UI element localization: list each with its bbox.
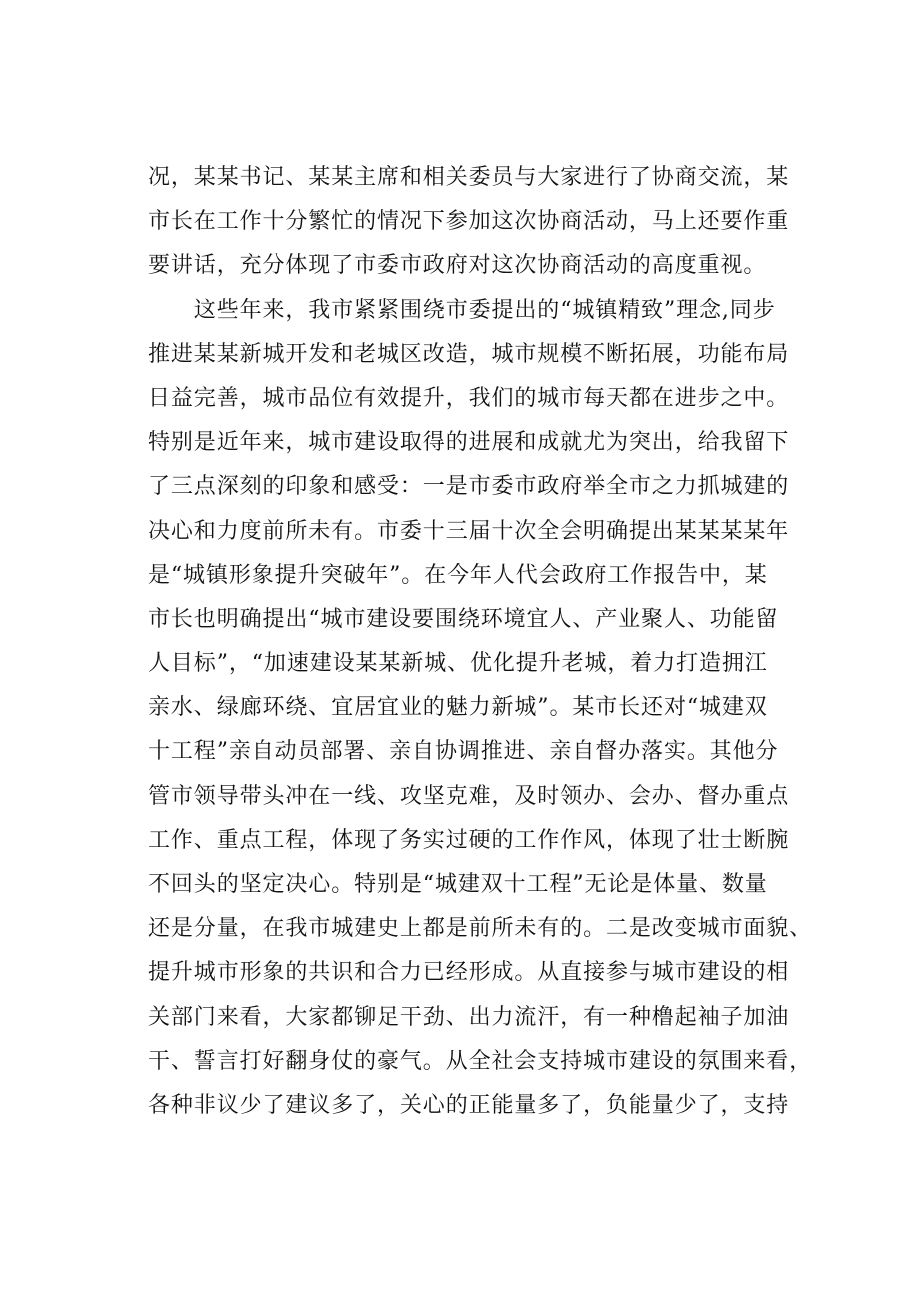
text-line: 人目标”，“加速建设某某新城、优化提升老城，着力打造拥江 xyxy=(148,651,768,677)
text-line: 亲水、绿廊环绕、宜居宜业的魅力新城”。某市长还对“城建双 xyxy=(148,695,768,721)
text-line: 管市领导带头冲在一线、攻坚克难，及时领办、会办、督办重点 xyxy=(148,783,790,809)
text-line: 市长也明确提出“城市建设要围绕环境宜人、产业聚人、功能留 xyxy=(148,606,779,632)
text-line: 推进某某新城开发和老城区改造，城市规模不断拓展，功能布局 xyxy=(148,341,790,367)
text-line: 各种非议少了建议多了，关心的正能量多了，负能量少了，支持 xyxy=(148,1092,790,1118)
paragraph-start-line: 这些年来，我市紧紧围绕市委提出的“城镇精致”理念,同步 xyxy=(148,297,776,323)
body-text xyxy=(148,156,813,1128)
text-line: 特别是近年来，城市建设取得的进展和成就尤为突出，给我留下 xyxy=(148,430,790,456)
text-line: 提升城市形象的共识和合力已经形成。从直接参与城市建设的相 xyxy=(148,960,790,986)
text-line: 决心和力度前所未有。市委十三届十次全会明确提出某某某某年 xyxy=(148,518,790,544)
text-line: 关部门来看，大家都铆足干劲、出力流汗，有一种橹起袖子加油 xyxy=(148,1004,790,1030)
text-line: 了三点深刻的印象和感受：一是市委市政府举全市之力抓城建的 xyxy=(148,474,790,500)
text-line: 要讲话，充分体现了市委市政府对这次协商活动的高度重视。 xyxy=(148,253,767,279)
text-line: 工作、重点工程，体现了务实过硬的工作作风，体现了壮士断腕 xyxy=(148,827,790,853)
text-line: 日益完善，城市品位有效提升，我们的城市每天都在进步之中。 xyxy=(148,385,790,411)
text-line: 还是分量，在我市城建史上都是前所未有的。二是改变城市面貌、 xyxy=(148,916,813,942)
text-line: 市长在工作十分繁忙的情况下参加这次协商活动，马上还要作重 xyxy=(148,209,790,235)
text-line: 干、誓言打好翻身仗的豪气。从全社会支持城市建设的氛围来看， xyxy=(148,1048,813,1074)
text-line: 况，某某书记、某某主席和相关委员与大家进行了协商交流，某 xyxy=(148,165,790,190)
text-line: 十工程”亲自动员部署、亲自协调推进、亲自督办落实。其他分 xyxy=(148,739,779,765)
text-line: 是“城镇形象提升突破年”。在今年人代会政府工作报告中，某 xyxy=(148,562,768,588)
text-line: 不回头的坚定决心。特别是“城建双十工程”无论是体量、数量 xyxy=(148,872,768,897)
